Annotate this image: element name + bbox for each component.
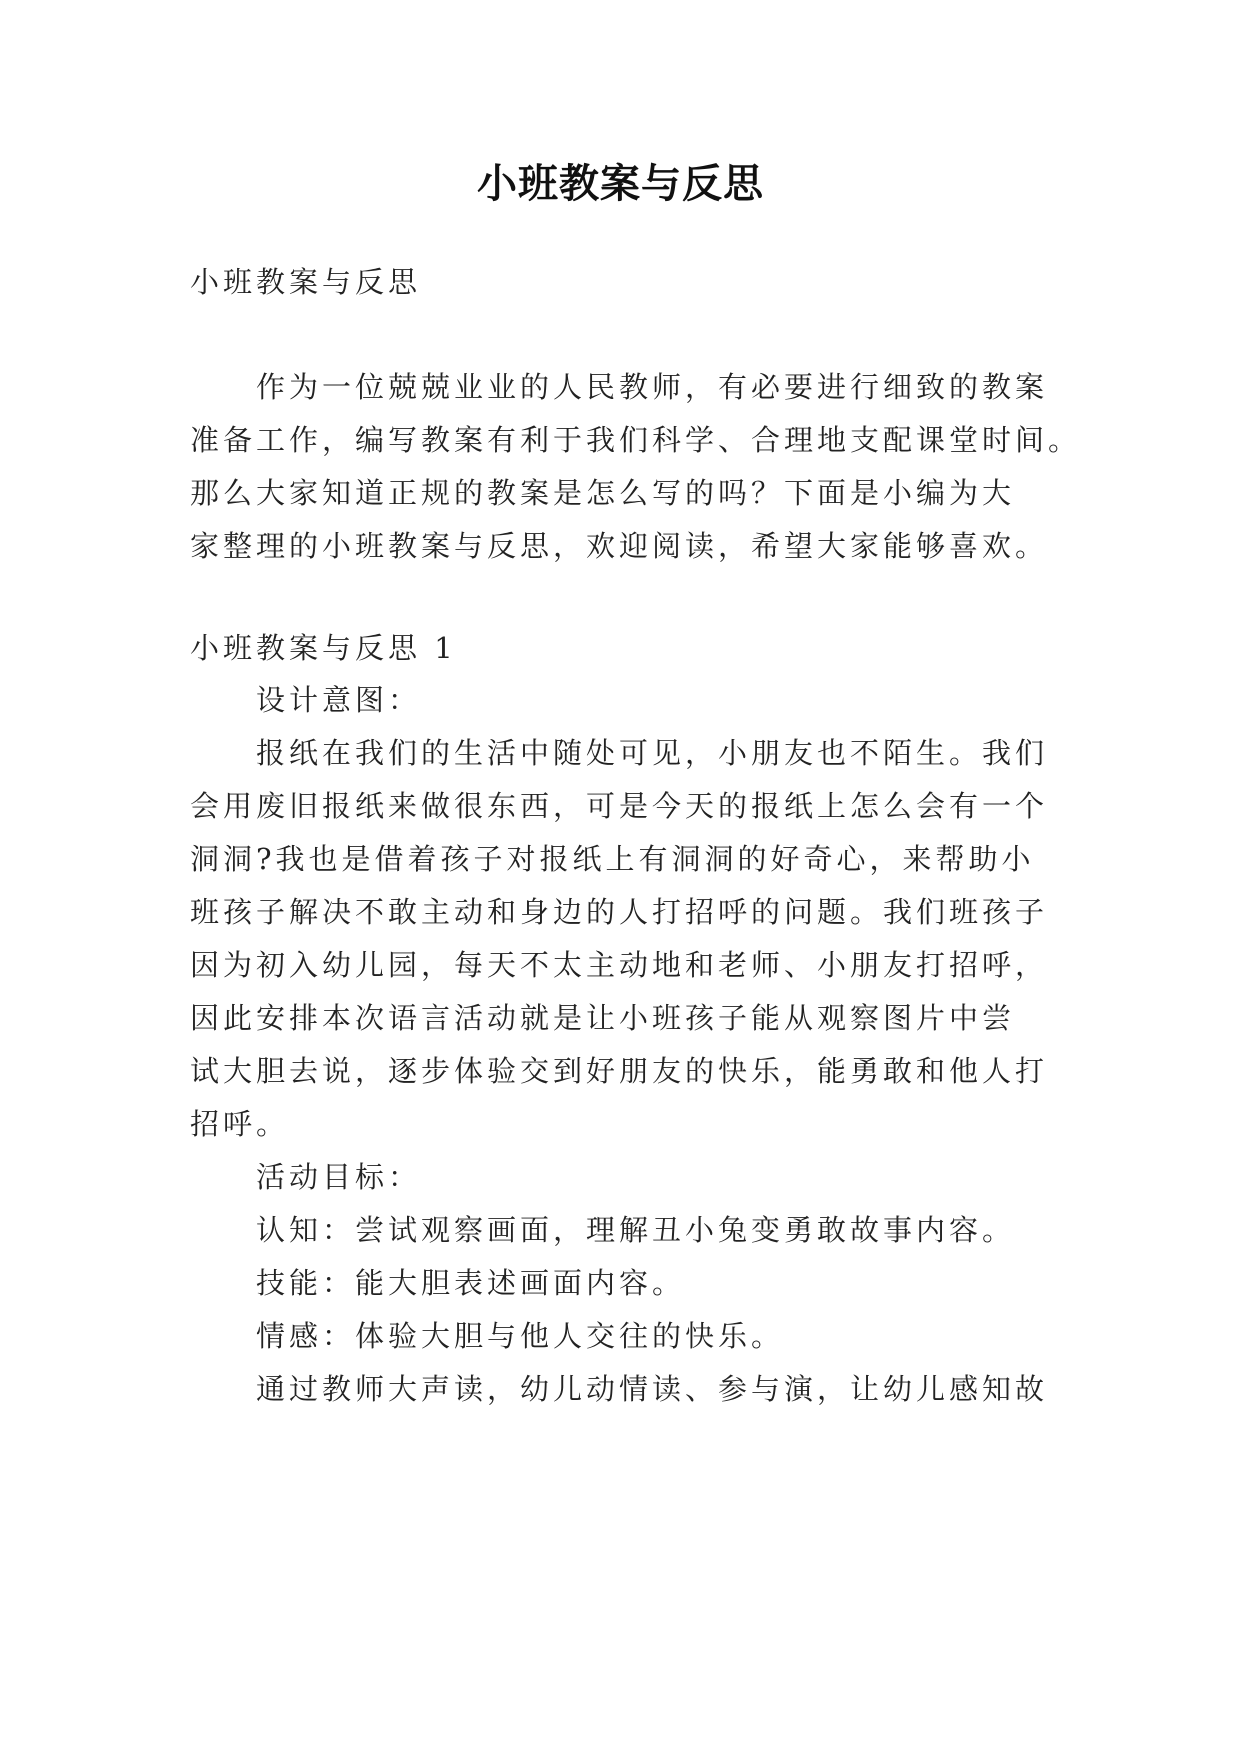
- section-heading: 小班教案与反思 1: [190, 631, 457, 665]
- goal-skill: 技能：能大胆表述画面内容。: [256, 1266, 686, 1300]
- intro-line-4: 家整理的小班教案与反思，欢迎阅读，希望大家能够喜欢。: [190, 529, 1049, 563]
- design-line-2: 会用废旧报纸来做很东西，可是今天的报纸上怎么会有一个: [190, 789, 1049, 823]
- design-label: 设计意图：: [256, 683, 422, 717]
- intro-line-1: 作为一位兢兢业业的人民教师，有必要进行细致的教案: [256, 370, 1049, 404]
- goals-label: 活动目标：: [256, 1160, 422, 1194]
- goal-cognition: 认知：尝试观察画面，理解丑小兔变勇敢故事内容。: [256, 1213, 1016, 1247]
- document-subtitle: 小班教案与反思: [190, 265, 422, 299]
- goal-emotion: 情感：体验大胆与他人交往的快乐。: [256, 1319, 785, 1353]
- intro-line-3: 那么大家知道正规的教案是怎么写的吗？下面是小编为大: [190, 476, 1016, 510]
- design-line-4: 班孩子解决不敢主动和身边的人打招呼的问题。我们班孩子: [190, 895, 1049, 929]
- design-line-8: 招呼。: [190, 1107, 290, 1141]
- design-line-3: 洞洞?我也是借着孩子对报纸上有洞洞的好奇心，来帮助小: [190, 842, 1035, 876]
- design-line-5: 因为初入幼儿园，每天不太主动地和老师、小朋友打招呼，: [190, 948, 1049, 982]
- page-title: 小班教案与反思: [477, 160, 764, 207]
- design-line-6: 因此安排本次语言活动就是让小班孩子能从观察图片中尝: [190, 1001, 1016, 1035]
- design-line-1: 报纸在我们的生活中随处可见，小朋友也不陌生。我们: [256, 736, 1049, 770]
- design-line-7: 试大胆去说，逐步体验交到好朋友的快乐，能勇敢和他人打: [190, 1054, 1049, 1088]
- closing-line: 通过教师大声读，幼儿动情读、参与演，让幼儿感知故: [256, 1372, 1049, 1406]
- intro-line-2: 准备工作，编写教案有利于我们科学、合理地支配课堂时间。: [190, 423, 1082, 457]
